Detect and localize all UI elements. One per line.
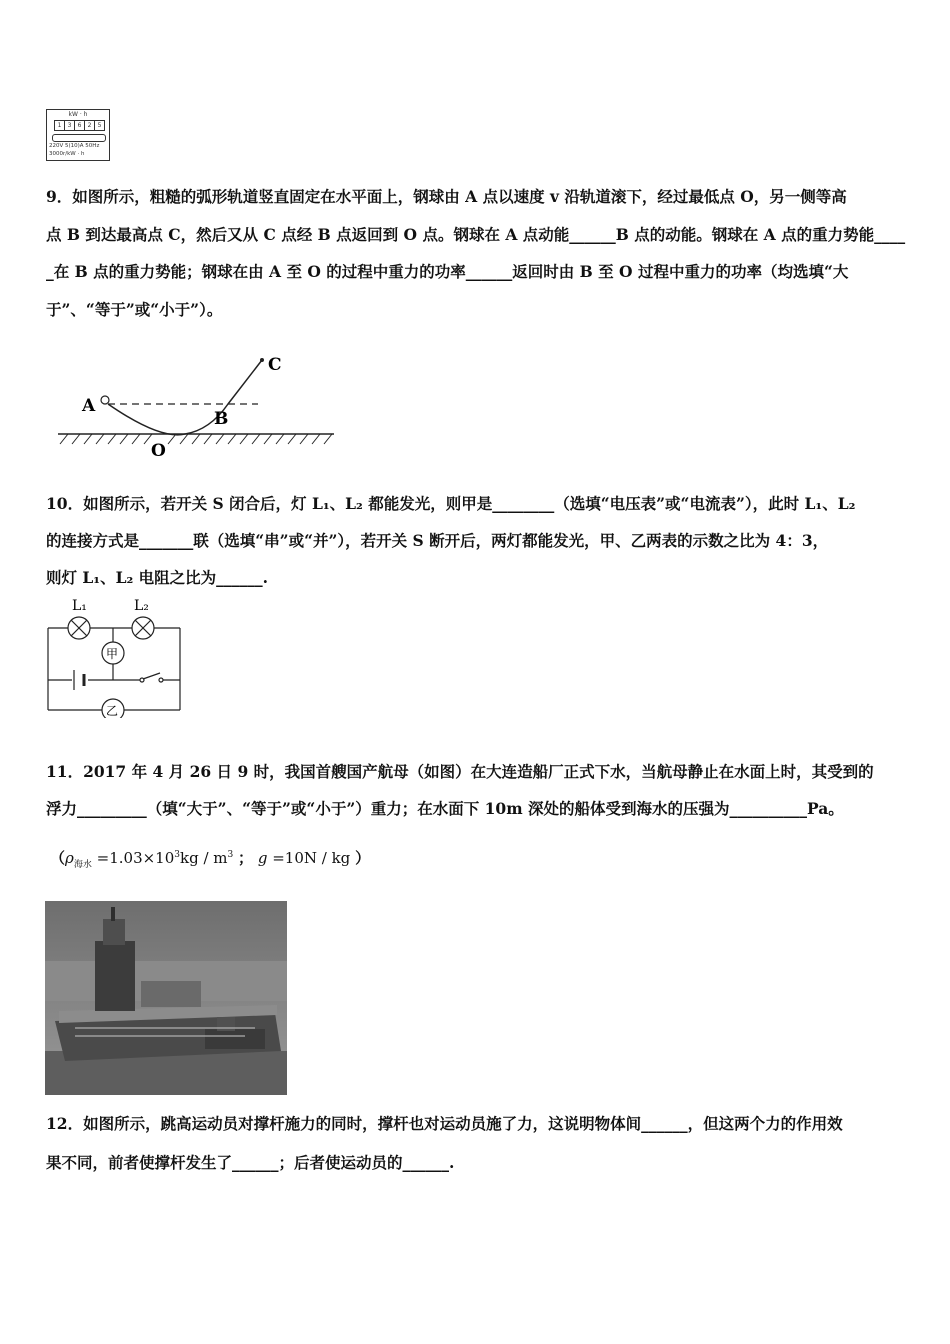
question-9-line: 于”、“等于”或“小于”）。 [46,300,223,319]
meter-digit: 5 [94,120,105,131]
meter-digits [54,120,104,131]
question-11-line: 11．2017 年 4 月 26 日 9 时，我国首艘国产航母（如图）在大连造船厂正式下水，当航母静止在水面上时，其受到的 [46,762,874,781]
question-10 [46,492,916,592]
meter-spec-line: 220V 5(10)A 50Hz [49,143,100,149]
battery-icon [74,670,84,690]
question-9 [46,185,916,325]
label-l2: L₂ [134,598,149,614]
question-9-line: 9．如图所示，粗糙的弧形轨道竖直固定在水平面上，钢球由 A 点以速度 v 沿轨道滚下，经过最低点 O，另一侧等高 [46,187,847,206]
question-9-line: 点 B 到达最高点 C，然后又从 C 点经 B 点返回到 O 点。钢球在 A 点动能______B 点的动能。钢球在 A 点的重力势能____ [46,225,906,244]
lamp-l1-icon [68,617,90,639]
meter-unit: kW · h [68,111,88,118]
formula-close: ） [355,849,371,867]
meter-digit: 6 [74,120,85,131]
formula-open: （ [50,849,66,867]
question-9-line: _在 B 点的重力势能；钢球在由 A 至 O 的过程中重力的功率______返回时由 B 至 O 过程中重力的功率（均选填“大 [46,262,849,281]
question-12-line: 果不同，前者使撑杆发生了______；后者使运动员的______. [46,1153,455,1172]
formula-g: g [257,849,268,867]
curved-track [108,360,262,435]
question-10-line: 10．如图所示，若开关 S 闭合后，灯 L₁、L₂ 都能发光，则甲是________（选填“电压表”或“电流表”），此时 L₁、L₂ [46,494,856,513]
ground-hatching [60,434,332,444]
label-b: B [214,409,229,429]
formula-rho-val: =1.03×10 [96,849,175,867]
electric-meter-figure [46,109,110,161]
question-11 [46,760,916,820]
density-formula [50,847,370,870]
question-12-line: 12．如图所示，跳高运动员对撑杆施力的同时，撑杆也对运动员施了力，这说明物体间______，但这两个力的作用效 [46,1114,843,1133]
formula-rho-unit-exp: 3 [227,850,234,860]
label-yi: 乙 [106,704,119,718]
question-10-line: 的连接方式是_______联（选填“串”或“并”），若开关 S 断开后，两灯都能发光，甲、乙两表的示数之比为 4：3， [46,531,829,550]
formula-rho-sub: 海水 [73,860,92,870]
question-12 [46,1112,916,1172]
switch-icon [140,673,163,682]
formula-rho-unit: kg / m [180,849,228,867]
question-11-line: 浮力_________（填“大于”、“等于”或“小于”）重力；在水面下 10m 深处的船体受到海水的压强为__________Pa。 [46,799,844,818]
track-figure [50,340,340,460]
meter-digit: 2 [84,120,95,131]
formula-rho: ρ [65,849,74,867]
aircraft-carrier-photo [45,901,287,1095]
carrier-illustration [45,901,287,1095]
point-c-dot [260,358,264,362]
steel-ball [101,396,109,404]
label-a: A [82,396,96,416]
meter-spec [49,142,99,158]
meter-spec-line: 3000r/kW · h [49,151,85,157]
label-l1: L₁ [72,598,87,614]
formula-sep: ； [238,849,254,867]
formula-g-val: =10N / kg [272,849,351,867]
meter-disk [52,134,106,142]
lamp-l2-icon [132,617,154,639]
circuit-figure [44,596,189,718]
question-10-line: 则灯 L₁、L₂ 电阻之比为______. [46,568,269,587]
meter-digit: 3 [64,120,75,131]
label-o: O [151,441,166,460]
meter-digit: 1 [54,120,65,131]
label-c: C [268,355,282,375]
label-jia: 甲 [106,647,119,661]
formula-rho-exp: 3 [174,850,180,860]
